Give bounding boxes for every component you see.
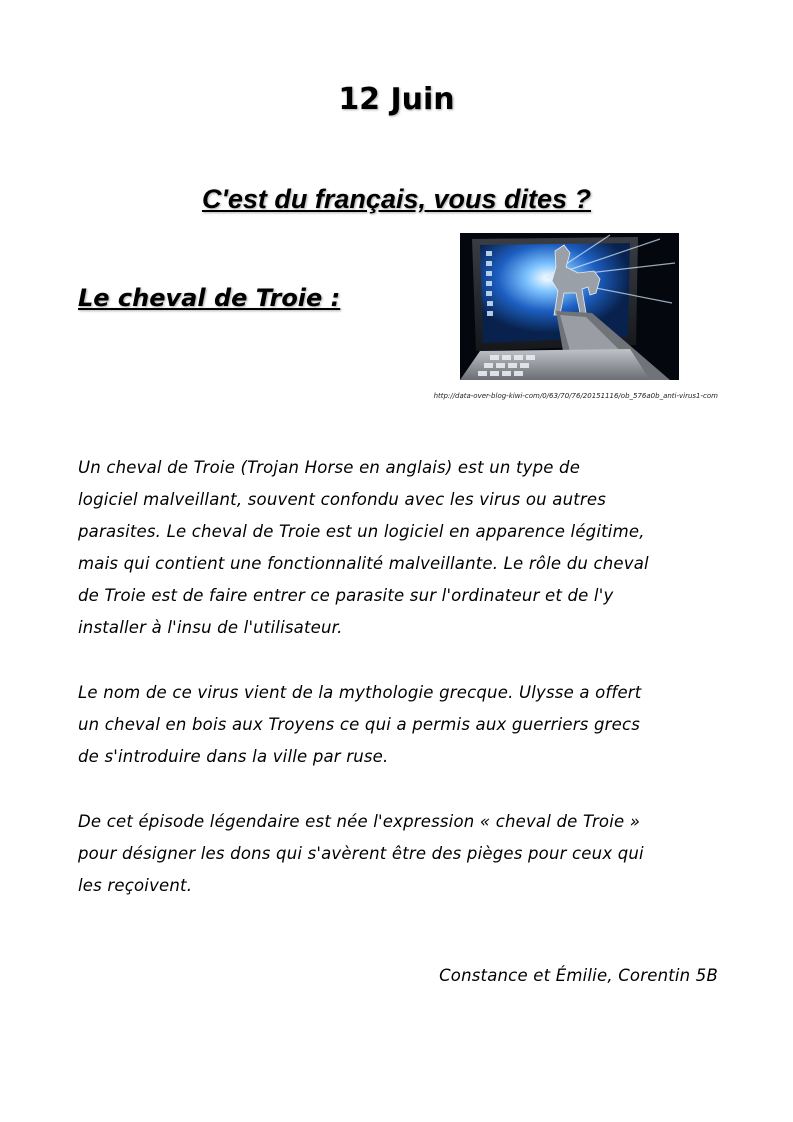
text-line: de Troie est de faire entrer ce parasite sur l'ordinateur et de l'y: [78, 586, 614, 605]
page-date: 12 Juin: [338, 82, 455, 117]
trojan-horse-computer-illustration: [460, 233, 679, 380]
text-line: de s'introduire dans la ville par ruse.: [78, 747, 389, 766]
page-subtitle: C'est du français, vous dites ?: [201, 184, 592, 214]
text-line: logiciel malveillant, souvent confondu avec les virus ou autres: [78, 490, 607, 509]
text-line: De cet épisode légendaire est née l'expression « cheval de Troie »: [78, 812, 641, 831]
text-line: mais qui contient une fonctionnalité malveillante. Le rôle du cheval: [78, 554, 649, 573]
text-line: Un cheval de Troie (Trojan Horse en anglais) est un type de: [78, 458, 581, 477]
image-source-url: http://data-over-blog-kiwi-com/0/63/70/76/20151116/ob_576a0b_anti-virus1-com: [433, 392, 718, 400]
text-line: un cheval en bois aux Troyens ce qui a permis aux guerriers grecs: [78, 715, 641, 734]
trojan-horse-icon: [460, 233, 679, 380]
text-line: les reçoivent.: [78, 876, 193, 895]
text-line: parasites. Le cheval de Troie est un logiciel en apparence légitime,: [78, 522, 645, 541]
text-line: Le nom de ce virus vient de la mythologie grecque. Ulysse a offert: [78, 683, 642, 702]
section-title: Le cheval de Troie :: [78, 284, 341, 312]
paragraph-2: [78, 677, 728, 773]
author-signature: Constance et Émilie, Corentin 5B: [439, 966, 718, 985]
paragraph-1: [78, 452, 728, 644]
text-line: pour désigner les dons qui s'avèrent être des pièges pour ceux qui: [78, 844, 644, 863]
paragraph-3: [78, 806, 728, 902]
text-line: installer à l'insu de l'utilisateur.: [78, 618, 343, 637]
